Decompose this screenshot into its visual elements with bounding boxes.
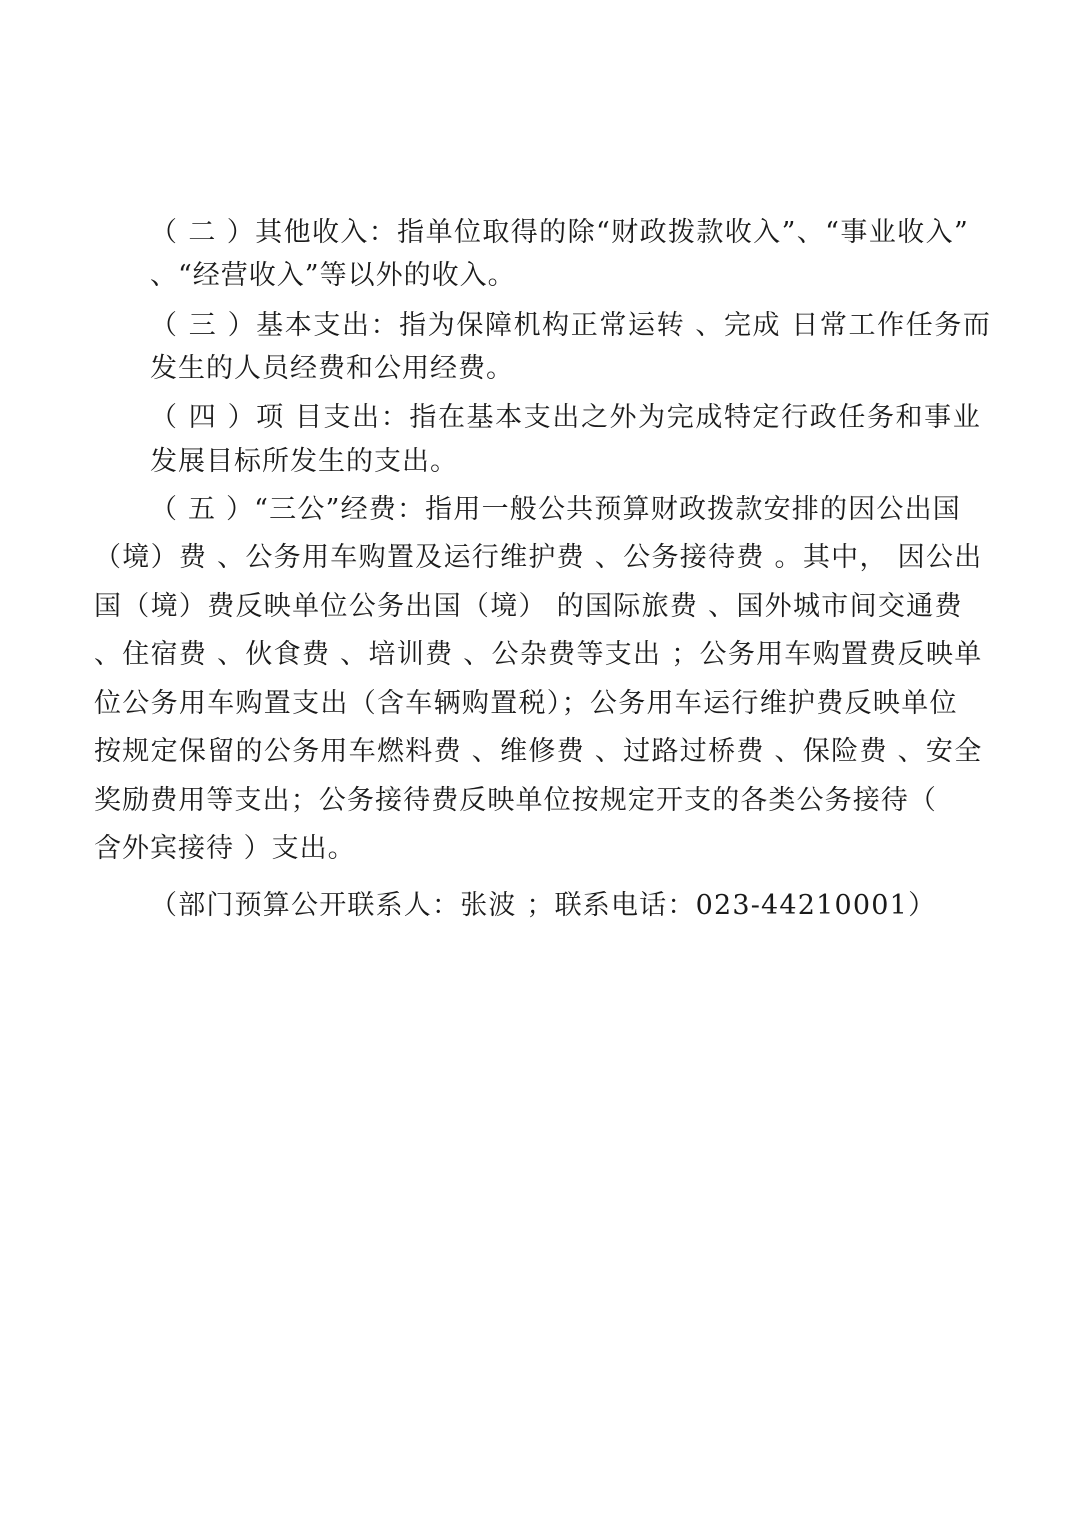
paragraph-other-income-line-2: 、“经营收入”等以外的收入。 bbox=[150, 260, 516, 291]
paragraph-other-income-line-1: （ 二 ）其他收入：指单位取得的除“财政拨款收入”、“事业收入” bbox=[150, 217, 970, 248]
paragraph-three-public-line-6: 按规定保留的公务用车燃料费 、维修费 、过路过桥费 、保险费 、安全 bbox=[94, 736, 983, 767]
paragraph-project-expenditure-line-2: 发展目标所发生的支出。 bbox=[150, 446, 458, 477]
paragraph-three-public-line-8: 含外宾接待 ）支出。 bbox=[94, 833, 356, 864]
paragraph-three-public-line-4: 、住宿费 、伙食费 、培训费 、公杂费等支出 ；公务用车购置费反映单 bbox=[94, 639, 983, 670]
contact-info: （部门预算公开联系人：张波 ；联系电话：023-44210001） bbox=[150, 890, 937, 921]
paragraph-basic-expenditure-line-2: 发生的人员经费和公用经费。 bbox=[150, 353, 514, 384]
paragraph-three-public-line-2: （境）费 、公务用车购置及运行维护费 、公务接待费 。其中， 因公出 bbox=[94, 542, 983, 573]
paragraph-project-expenditure-line-1: （ 四 ）项 目支出：指在基本支出之外为完成特定行政任务和事业 bbox=[150, 402, 982, 433]
paragraph-three-public-line-3: 国（境）费反映单位公务出国（境） 的国际旅费 、国外城市间交通费 bbox=[94, 591, 963, 622]
paragraph-basic-expenditure-line-1: （ 三 ）基本支出：指为保障机构正常运转 、完成 日常工作任务而 bbox=[150, 310, 992, 341]
paragraph-three-public-line-5: 位公务用车购置支出（含车辆购置税）；公务用车运行维护费反映单位 bbox=[94, 688, 958, 719]
paragraph-three-public-line-1: （ 五 ）“三公”经费：指用一般公共预算财政拨款安排的因公出国 bbox=[150, 494, 961, 525]
paragraph-three-public-line-7: 奖励费用等支出；公务接待费反映单位按规定开支的各类公务接待（ bbox=[94, 785, 937, 816]
